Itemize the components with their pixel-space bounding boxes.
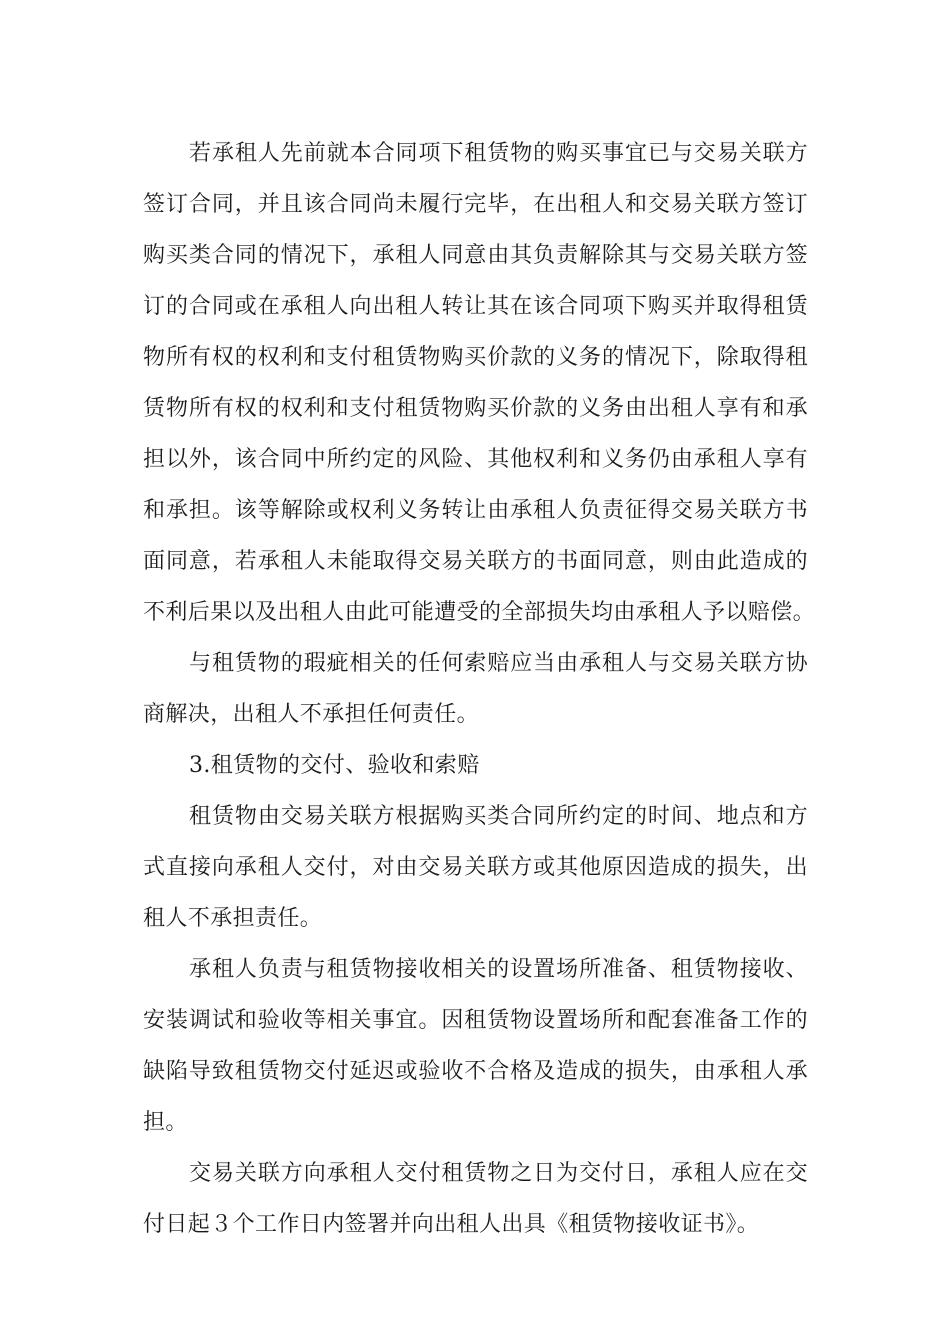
text-line: 商解决，出租人不承担任何责任。 — [143, 702, 480, 727]
paragraph-acceptance — [143, 944, 808, 1148]
text-line: 付日起３个工作日内签署并向出租人出具《租赁物接收证书》。 — [143, 1212, 760, 1237]
text-line: 和承担。该等解除或权利义务转让由承租人负责征得交易关联方书 — [143, 498, 808, 523]
text-line: 缺陷导致租赁物交付延迟或验收不合格及造成的损失，由承租人承 — [143, 1059, 808, 1084]
text-line: 购买类合同的情况下，承租人同意由其负责解除其与交易关联方签 — [143, 243, 808, 268]
text-line: 与租赁物的瑕疵相关的任何索赔应当由承租人与交易关联方协 — [189, 651, 808, 676]
text-line: 订的合同或在承租人向出租人转让其在该合同项下购买并取得租赁 — [143, 294, 808, 319]
document-body — [143, 128, 816, 1250]
text-line: 若承租人先前就本合同项下租赁物的购买事宜已与交易关联方 — [189, 141, 808, 166]
text-line: 交易关联方向承租人交付租赁物之日为交付日，承租人应在交 — [189, 1161, 808, 1186]
text-line: 担以外，该合同中所约定的风险、其他权利和义务仍由承租人享有 — [143, 447, 808, 472]
section-heading-delivery — [143, 740, 808, 791]
paragraph-delivery-date — [143, 1148, 808, 1250]
paragraph-purchase-contract — [143, 128, 816, 638]
section-heading: 3.租赁物的交付、验收和索赔 — [189, 753, 480, 778]
text-line: 承租人负责与租赁物接收相关的设置场所准备、租赁物接收、 — [189, 957, 808, 982]
text-line: 不利后果以及出租人由此可能遭受的全部损失均由承租人予以赔偿。 — [143, 600, 816, 625]
paragraph-defect-claims — [143, 638, 808, 740]
text-line: 物所有权的权利和支付租赁物购买价款的义务的情况下，除取得租 — [143, 345, 808, 370]
text-line: 安装调试和验收等相关事宜。因租赁物设置场所和配套准备工作的 — [143, 1008, 808, 1033]
paragraph-delivery — [143, 791, 808, 944]
text-line: 担。 — [143, 1110, 188, 1135]
text-line: 赁物所有权的权利和支付租赁物购买价款的义务由出租人享有和承 — [143, 396, 808, 421]
text-line: 租赁物由交易关联方根据购买类合同所约定的时间、地点和方 — [189, 804, 808, 829]
text-line: 式直接向承租人交付，对由交易关联方或其他原因造成的损失，出 — [143, 855, 808, 880]
text-line: 租人不承担责任。 — [143, 906, 323, 931]
text-line: 签订合同，并且该合同尚未履行完毕，在出租人和交易关联方签订 — [143, 192, 808, 217]
text-line: 面同意，若承租人未能取得交易关联方的书面同意，则由此造成的 — [143, 549, 808, 574]
